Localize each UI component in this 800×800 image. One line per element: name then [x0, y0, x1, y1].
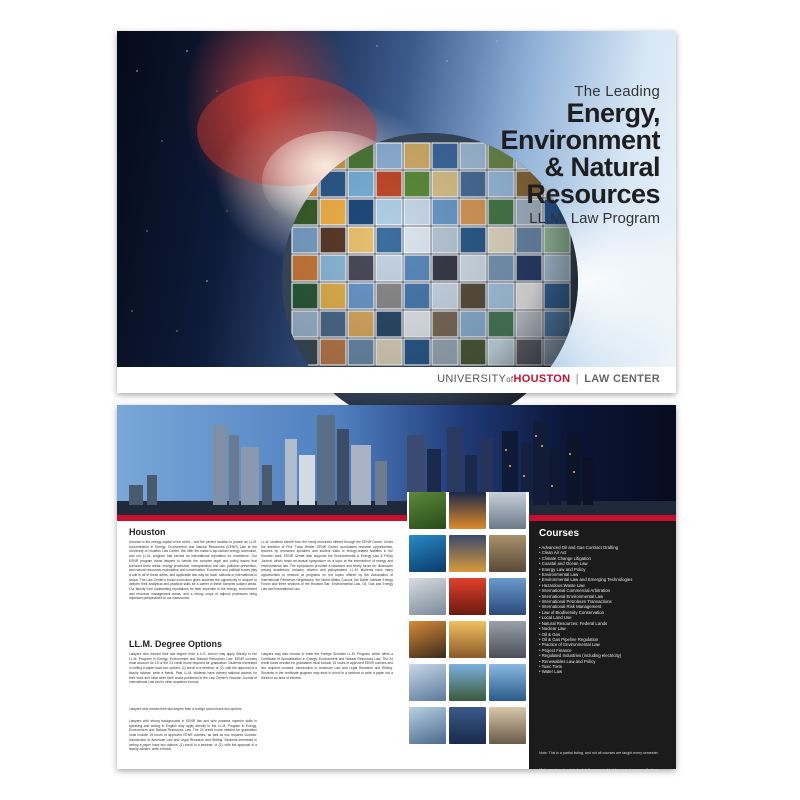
logo-university: UNIVERSITY: [437, 373, 507, 385]
mosaic-photo: [409, 664, 446, 701]
course-item: • Hazardous Waste Law: [539, 583, 669, 588]
course-item: • International Risk Management: [539, 604, 669, 609]
cover-footer: [117, 367, 676, 393]
houston-paragraph-1: Houston is the energy capital of the world – and the perfect location to pursue an LL.M. concentration in Energy, Environment and Natural Resources (EENR) Law at the University of Houston Law Center. We offer the nation's top-ranked energy curriculum, and our LL.M. program has earned an international reputation for excellence. Our EENR program trains lawyers to handle the complex legal and policy issues that surround three areas: energy production, transportation and use; pollution prevention; and natural resources exploitation and conservation. Economic and political forces play a role in all of these areas, and applicable law may be local, national or international in scope. The Law Center's broad curriculum gives students the opportunity to acquire or deepen their analytical and practical skills for a career in these complex subject areas. Our faculty hold outstanding reputations for their expertise in the energy, environment and resource management areas, and a strong corps of adjunct professors bring important perspectives to our classrooms.: [129, 540, 257, 601]
course-item: • Advanced Oil and Gas Contract Drafting: [539, 545, 669, 550]
logo-separator: |: [575, 373, 579, 385]
course-item: • Regulated Industries (including electricity): [539, 653, 669, 658]
course-item: • Local Land Use: [539, 615, 669, 620]
course-list: [539, 545, 669, 675]
course-item: • Coastal and Ocean Law: [539, 561, 669, 566]
course-item: • Environmental Law and Emerging Technologies: [539, 577, 669, 582]
skyline-illustration: [117, 405, 676, 515]
cover-title-block: [500, 83, 660, 227]
course-item: • International Commercial Arbitration: [539, 588, 669, 593]
mosaic-photo: [489, 492, 526, 529]
cover-globe-artwork: [117, 31, 676, 367]
course-item: • Law of Biodiversity Conservation: [539, 610, 669, 615]
mosaic-photo: [409, 492, 446, 529]
mosaic-photo: [489, 707, 526, 744]
mosaic-photo: [489, 664, 526, 701]
mosaic-photo: [409, 578, 446, 615]
university-logo: [437, 373, 660, 385]
cover-title-line-2: Environment: [500, 125, 660, 155]
courses-note: Note: This is a partial listing, and not all courses are taught every semester.: [539, 751, 659, 755]
mosaic-photo: [449, 578, 486, 615]
course-item: • Environmental Law: [539, 572, 669, 577]
houston-paragraph-2: LL.M. students benefit from the many resources offered through the EENR Center. Under the direction of Prof. Tracy Hester, EENR Center coordinates research opportunities, lectures by renowned speakers and student visits to energy-related facilities in the Houston area. EENR Center also supports the Environmental & Energy Law & Policy Journal, which hosts an annual symposium on a topic at the intersection of energy and environmental law. The symposium provides a balanced and timely forum for discussion among academics, industry, citizens and policymakers. LL.M. students have many opportunities to network at programs on hot topics offered by the Association of International Petroleum Negotiators, the World Affairs Council, the Baker Institute Energy Forum and three sections of the Houston Bar: Environmental Law, Oil, Gas and Energy Law and International Law.: [261, 540, 393, 592]
brochure-cover: [117, 31, 676, 393]
energy-photo-mosaic: [407, 492, 529, 769]
course-item: • Nuclear Law: [539, 626, 669, 631]
mosaic-photo: [489, 578, 526, 615]
mosaic-photo: [409, 535, 446, 572]
logo-houston: HOUSTON: [513, 373, 571, 385]
course-item: • Practice of Environmental Law: [539, 642, 669, 647]
mosaic-photo: [409, 707, 446, 744]
mosaic-photo: [489, 621, 526, 658]
mosaic-photo: [449, 664, 486, 701]
course-item: • Clean Air Act: [539, 550, 669, 555]
course-item: • Water Law: [539, 669, 669, 674]
degree-paragraph-2: Lawyers who earned their law degree from a foreign school have two options:: [129, 707, 243, 711]
mosaic-photo: [449, 535, 486, 572]
degree-paragraph-4: Lawyers may also choose to enter the Foreign Scholars LL.M. Program, which offers a Certificate of Specialization in Energy, Environment and Natural Resources Law. The 24 credit hours needed for graduation must include 15 hours of approved EENR courses and two required courses: Introduction to American Law and Legal Research and Writing. Students in the certificate program may elect to enroll in a seminar to write a paper but a thesis in an area of interest.: [261, 652, 393, 680]
course-item: • Renewables Law and Policy: [539, 659, 669, 664]
cover-program-name: LL.M. Law Program: [529, 210, 660, 227]
mosaic-photo: [449, 621, 486, 658]
mosaic-photo: [489, 535, 526, 572]
course-item: • International Petroleum Transactions: [539, 599, 669, 604]
degree-paragraph-1: Lawyers who earned their law degree from a U.S. school may apply directly to the LL.M. Program in Energy, Environment and Natural Resources Law. EENR courses must account for 15 of the 24 credit hours required for graduation. Students interested in writing a paper have two options: (1) enroll in a seminar; or (2), with the approval of a faculty adviser, write a thesis. Past LL.M. students have earned national awards for their work and have seen their works published in the Law Center's Houston Journal of International Law and in other academic forums.: [129, 652, 257, 685]
mosaic-photo: [409, 621, 446, 658]
courses-heading: Courses: [539, 528, 580, 539]
cover-title-line-3: & Natural: [544, 152, 660, 182]
logo-law-center: LAW CENTER: [584, 373, 660, 385]
course-item: • Project Finance: [539, 648, 669, 653]
houston-skyline-photo: [117, 405, 676, 515]
courses-panel: [529, 521, 676, 772]
cover-title-line-1: Energy,: [566, 98, 660, 128]
logo-of: of: [506, 375, 514, 384]
degree-paragraph-3: Lawyers with strong backgrounds in EENR law and who possess superior skills in speaking and writing in English may apply directly to the LL.M. Program in Energy, Environment and Natural Resources Law. The 24 credit hours needed for graduation must include 15 hours of approved EENR courses, as well as two required courses: Introduction to American Law and Legal Research and Writing. Students interested in writing a paper have two options: (1) enroll in a seminar; or (2), with the approval of a faculty adviser, write a thesis.: [129, 719, 257, 752]
course-item: • Toxic Torts: [539, 664, 669, 669]
courses-visit-link-text: Visit www.law.uh.edu/schedule/homepage.html for current course offerings.: [539, 768, 659, 772]
houston-and-degree-section: [117, 521, 407, 769]
course-item: • Natural Resources: Federal Lands: [539, 621, 669, 626]
course-item: • Energy Law and Policy: [539, 567, 669, 572]
mosaic-photo: [449, 707, 486, 744]
cover-title-line-4: Resources: [526, 179, 660, 209]
mosaic-photo: [449, 492, 486, 529]
course-item: • Oil & Gas: [539, 632, 669, 637]
course-item: • International Environmental Law: [539, 594, 669, 599]
brochure-inside-spread: [117, 405, 676, 772]
degree-options-heading: LL.M. Degree Options: [129, 639, 223, 649]
cover-leading-text: The Leading: [574, 83, 660, 100]
course-item: • Oil & Gas Pipeline Regulation: [539, 637, 669, 642]
houston-heading: Houston: [129, 527, 166, 537]
course-item: • Climate Change Litigation: [539, 556, 669, 561]
